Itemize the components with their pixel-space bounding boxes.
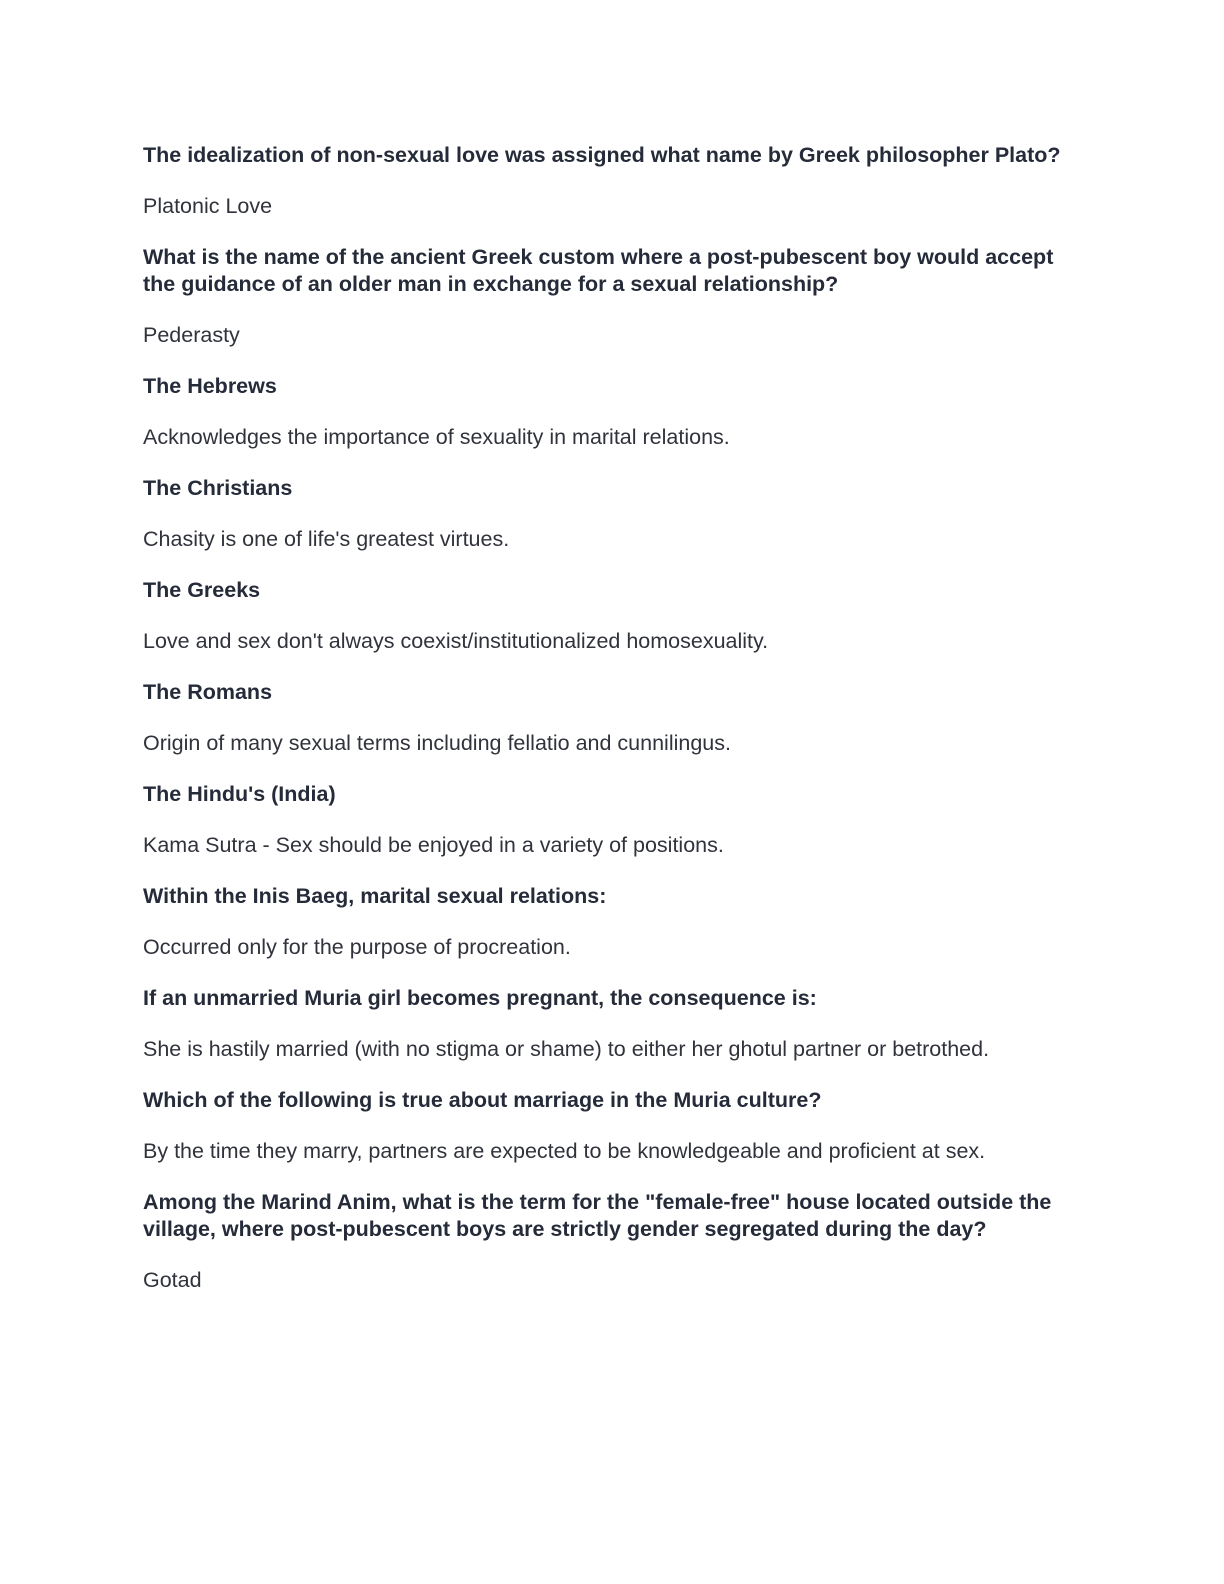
answer-text: Gotad <box>143 1268 202 1292</box>
flashcard <box>143 475 1083 553</box>
flashcard <box>143 1087 1083 1165</box>
question-text: Within the Inis Baeg, marital sexual relations: <box>143 884 607 908</box>
answer-text: By the time they marry, partners are expected to be knowledgeable and proficient at sex. <box>143 1139 986 1163</box>
answer-text: Kama Sutra - Sex should be enjoyed in a variety of positions. <box>143 833 724 857</box>
flashcard <box>143 142 1083 220</box>
flashcard <box>143 1189 1083 1294</box>
flashcard-list <box>143 142 1083 1318</box>
flashcard <box>143 244 1083 349</box>
question-text: Among the Marind Anim, what is the term for the "female-free" house located outside the village, where post-pubescent boys are strictly gender segregated during the day? <box>143 1190 1052 1241</box>
question-text: Which of the following is true about marriage in the Muria culture? <box>143 1088 822 1112</box>
question-text: The Romans <box>143 680 273 704</box>
flashcard <box>143 985 1083 1063</box>
answer-text: Love and sex don't always coexist/institutionalized homosexuality. <box>143 629 769 653</box>
question-text: The Christians <box>143 476 293 500</box>
flashcard <box>143 679 1083 757</box>
question-text: If an unmarried Muria girl becomes pregnant, the consequence is: <box>143 986 817 1010</box>
answer-text: Platonic Love <box>143 194 273 218</box>
question-text: What is the name of the ancient Greek custom where a post-pubescent boy would accept the guidance of an older man in exchange for a sexual relationship? <box>143 245 1054 296</box>
flashcard <box>143 373 1083 451</box>
answer-text: Chasity is one of life's greatest virtues. <box>143 527 510 551</box>
flashcard <box>143 577 1083 655</box>
question-text: The Hebrews <box>143 374 277 398</box>
answer-text: Pederasty <box>143 323 240 347</box>
flashcard <box>143 883 1083 961</box>
answer-text: Acknowledges the importance of sexuality in marital relations. <box>143 425 730 449</box>
question-text: The idealization of non-sexual love was assigned what name by Greek philosopher Plato? <box>143 143 1061 167</box>
answer-text: She is hastily married (with no stigma or shame) to either her ghotul partner or betrothed. <box>143 1037 990 1061</box>
answer-text: Origin of many sexual terms including fellatio and cunnilingus. <box>143 731 731 755</box>
question-text: The Hindu's (India) <box>143 782 336 806</box>
question-text: The Greeks <box>143 578 261 602</box>
answer-text: Occurred only for the purpose of procreation. <box>143 935 571 959</box>
flashcard <box>143 781 1083 859</box>
